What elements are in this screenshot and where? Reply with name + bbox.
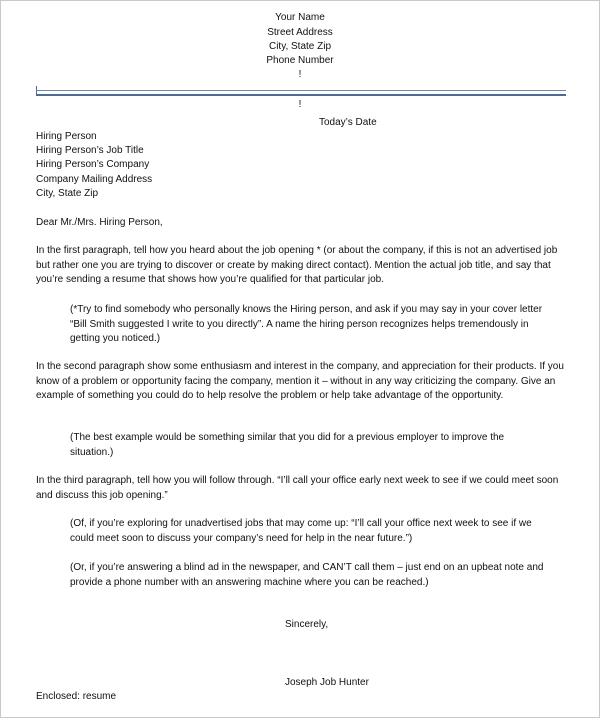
paragraph-2-note: (The best example would be something similar that you did for a previous employer to improve the situation.) <box>70 432 505 458</box>
recipient-city: City, State Zip <box>36 188 99 199</box>
paragraph-3: In the third paragraph, tell how you will follow through. “I’ll call your office early next week to see if we could meet soon and discuss this job opening.” <box>36 475 559 501</box>
sender-city: City, State Zip <box>268 41 332 52</box>
sender-name: Your Name <box>275 12 325 23</box>
sender-phone: Phone Number <box>266 55 334 66</box>
paragraph-2: In the second paragraph show some enthusiasm and interest in the company, and appreciation for their products. If you know of a problem or opportunity facing the company, mention it – without in any way criticizing the company. Give an example of something you could do to help resolve the problem or help take advantage of the opportunity. <box>36 361 564 401</box>
sign-off: Sincerely, <box>285 619 329 630</box>
letter-date: Today’s Date <box>319 117 377 128</box>
header-mark: ! <box>298 69 302 80</box>
recipient-address: Company Mailing Address <box>36 174 153 185</box>
sender-street: Street Address <box>267 27 333 38</box>
paragraph-3-note-1: (Of, if you’re exploring for unadvertised jobs that may come up: “I’ll call your office next week to see if we could meet soon to discuss your company’s need for help in the near future.”) <box>70 518 532 544</box>
recipient-company: Hiring Person’s Company <box>36 159 150 170</box>
divider-thick <box>36 94 566 96</box>
enclosure-note: Enclosed: resume <box>36 691 117 702</box>
salutation: Dear Mr./Mrs. Hiring Person, <box>36 217 163 228</box>
recipient-person: Hiring Person <box>36 131 97 142</box>
signer-name: Joseph Job Hunter <box>285 677 369 688</box>
divider-thin <box>36 90 566 91</box>
paragraph-1: In the first paragraph, tell how you heard about the job opening * (or about the company, if this is not an advertised job but rather one you are trying to discover or create by making direct contact). Mention the actual job title, and say that you’re sending a resume that shows how you’re qualified for that particular job. <box>36 245 558 285</box>
date-mark: ! <box>298 99 302 110</box>
paragraph-3-note-2: (Or, if you’re answering a blind ad in the newspaper, and CAN’T call them – just end on an upbeat note and provide a phone number with an answering machine where you can be reached.) <box>70 562 544 588</box>
paragraph-1-note: (*Try to find somebody who personally knows the Hiring person, and ask if you may say in your cover letter “Bill Smith suggested I write to you directly”. A name the hiring person recognizes helps tremendously in getting you noticed.) <box>70 304 543 344</box>
recipient-title: Hiring Person’s Job Title <box>36 145 144 156</box>
